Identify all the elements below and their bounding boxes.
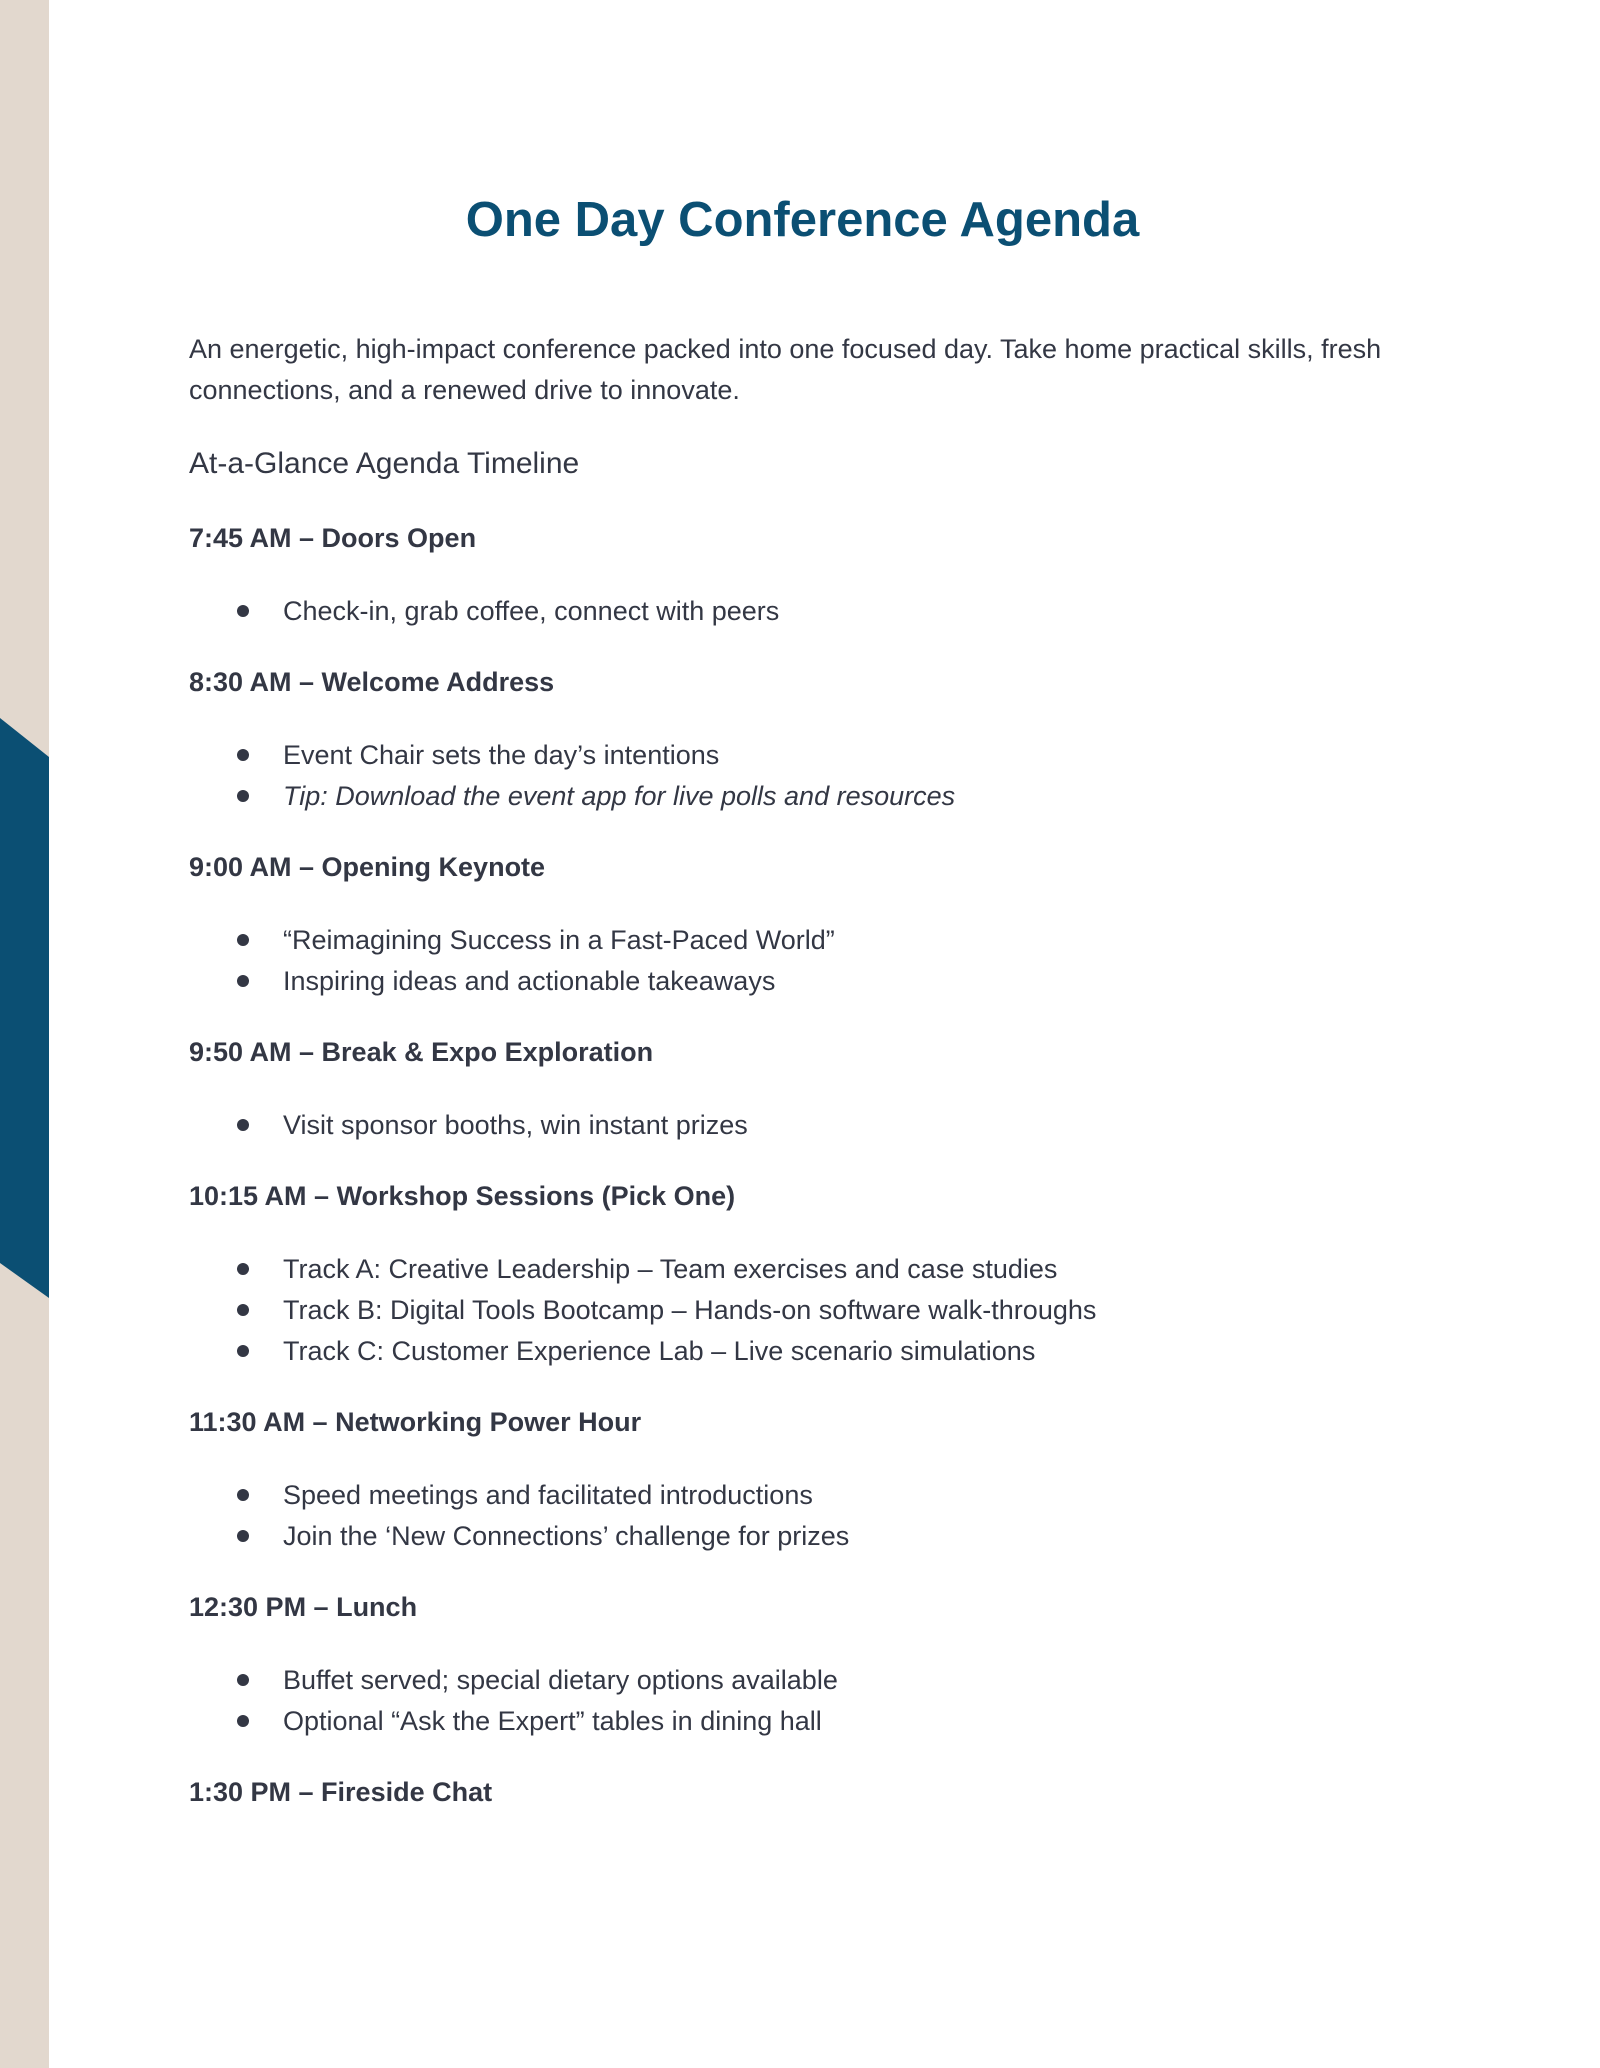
agenda-bullet-text: Event Chair sets the day’s intentions (283, 740, 720, 770)
agenda-bullet-text: Buffet served; special dietary options available (283, 1665, 838, 1695)
bullet-dot-icon (237, 975, 249, 987)
agenda-bullet-text: Track C: Customer Experience Lab – Live scenario simulations (283, 1336, 1036, 1366)
intro-paragraph: An energetic, high-impact conference packed into one focused day. Take home practical skills, fresh connections, and a renewed drive to innovate. (189, 334, 1382, 405)
agenda-bullet-text: Check-in, grab coffee, connect with peers (283, 596, 780, 626)
agenda-bullet-text: “Reimagining Success in a Fast-Paced World” (283, 925, 835, 955)
agenda-slot-time: 7:45 AM – Doors Open (189, 523, 477, 553)
bullet-dot-icon (237, 1674, 249, 1686)
agenda-slot-time: 1:30 PM – Fireside Chat (189, 1777, 493, 1807)
agenda-bullet-text: Track A: Creative Leadership – Team exercises and case studies (283, 1254, 1058, 1284)
bullet-dot-icon (237, 790, 249, 802)
agenda-slot-time: 9:50 AM – Break & Expo Exploration (189, 1037, 654, 1067)
agenda-bullet-text: Tip: Download the event app for live polls and resources (283, 781, 956, 811)
bullet-dot-icon (237, 1345, 249, 1357)
bullet-dot-icon (237, 1530, 249, 1542)
bullet-dot-icon (237, 605, 249, 617)
agenda-bullet-text: Join the ‘New Connections’ challenge for prizes (283, 1521, 850, 1551)
agenda-slot-time: 12:30 PM – Lunch (189, 1592, 418, 1622)
bullet-dot-icon (237, 1263, 249, 1275)
agenda-slot-time: 11:30 AM – Networking Power Hour (189, 1407, 642, 1437)
bullet-dot-icon (237, 1715, 249, 1727)
page-title: One Day Conference Agenda (465, 193, 1140, 247)
bullet-dot-icon (237, 1489, 249, 1501)
agenda-bullet-text: Track B: Digital Tools Bootcamp – Hands-on software walk-throughs (283, 1295, 1097, 1325)
decorative-chevron-shape (0, 0, 49, 2068)
agenda-bullet-text: Inspiring ideas and actionable takeaways (283, 966, 776, 996)
agenda-slot-time: 9:00 AM – Opening Keynote (189, 852, 546, 882)
bullet-dot-icon (237, 1119, 249, 1131)
agenda-slot-time: 10:15 AM – Workshop Sessions (Pick One) (189, 1181, 736, 1211)
agenda-bullet-text: Visit sponsor booths, win instant prizes (283, 1110, 748, 1140)
agenda-bullet-text: Optional “Ask the Expert” tables in dining hall (283, 1706, 822, 1736)
agenda-bullet-text: Speed meetings and facilitated introductions (283, 1480, 813, 1510)
bullet-dot-icon (237, 749, 249, 761)
bullet-dot-icon (237, 934, 249, 946)
agenda-subheading: At-a-Glance Agenda Timeline (189, 447, 580, 480)
agenda-slot-time: 8:30 AM – Welcome Address (189, 667, 555, 697)
bullet-dot-icon (237, 1304, 249, 1316)
